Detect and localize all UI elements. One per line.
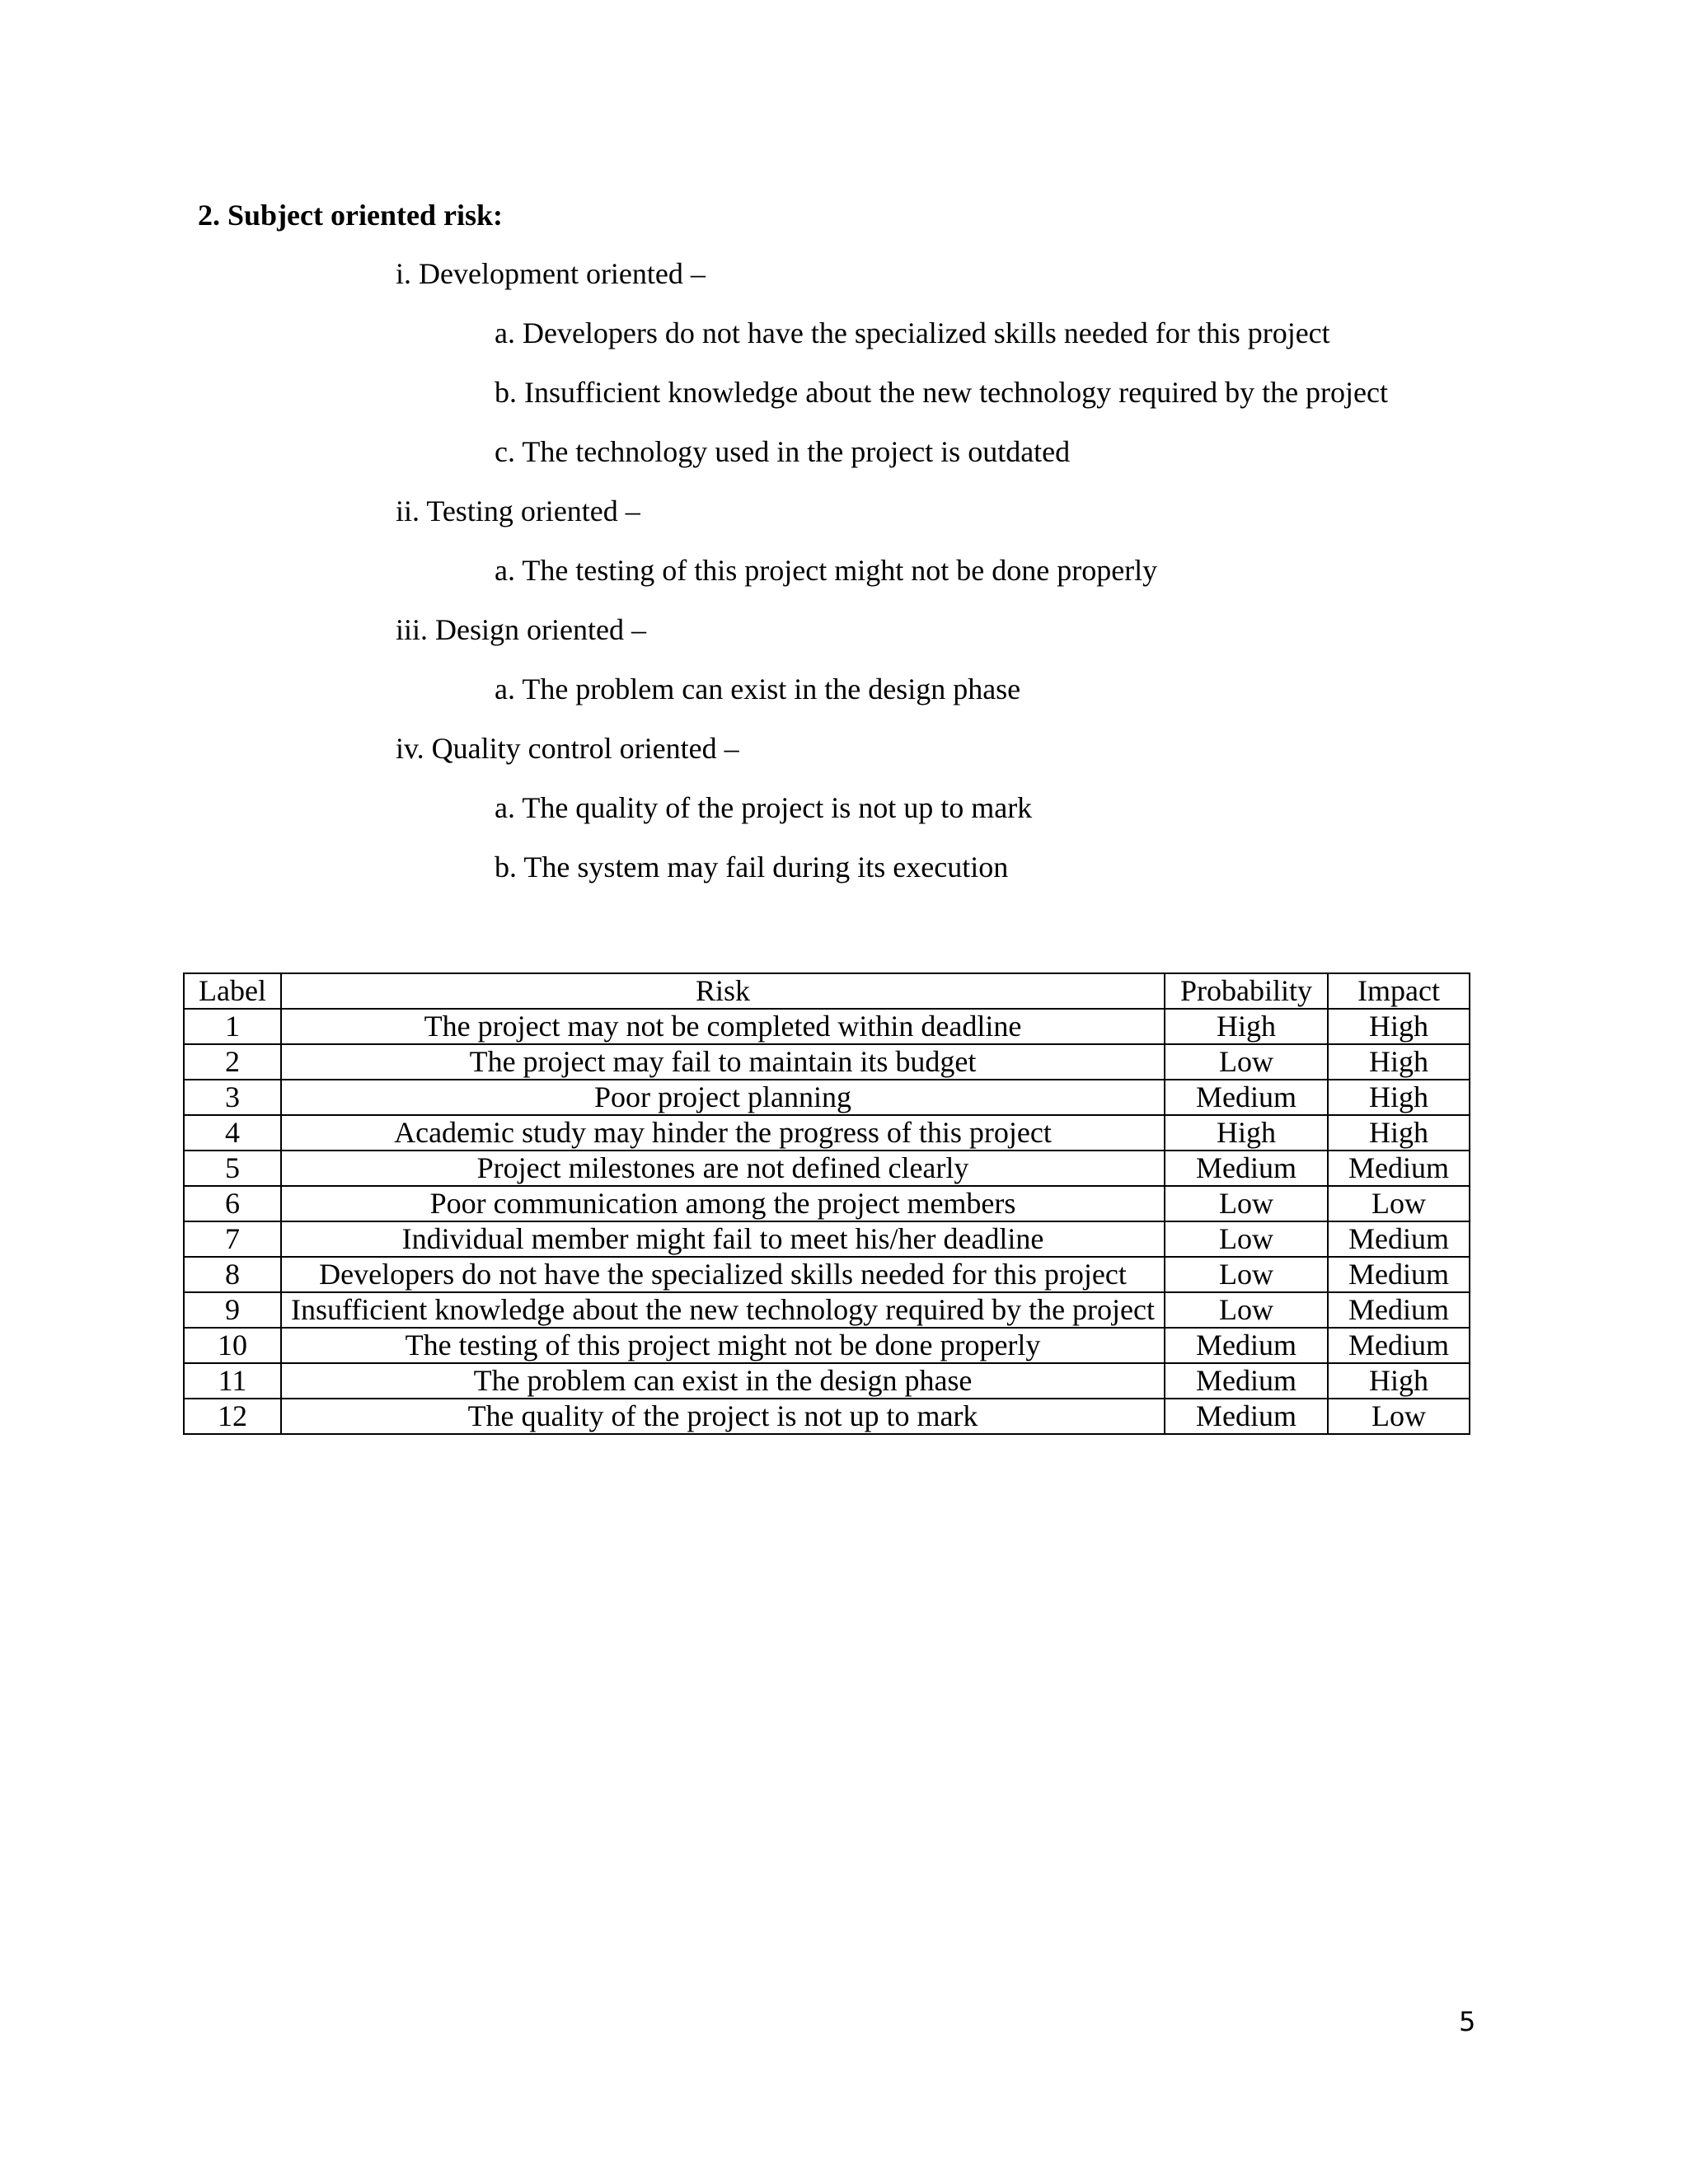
cell-risk: The quality of the project is not up to mark [281, 1399, 1165, 1434]
cell-probability: Low [1165, 1292, 1328, 1328]
table-row [184, 1221, 1470, 1257]
table-row [184, 1009, 1470, 1044]
table-row [184, 1257, 1470, 1292]
section-heading: 2. Subject oriented risk: [198, 199, 503, 232]
cell-impact: High [1328, 1363, 1470, 1399]
cell-label: 2 [184, 1044, 281, 1080]
list-item: c. The technology used in the project is outdated [495, 435, 1071, 468]
cell-probability: Low [1165, 1257, 1328, 1292]
table-header-row [184, 973, 1470, 1009]
cell-label: 7 [184, 1221, 281, 1257]
cell-impact: Medium [1328, 1292, 1470, 1328]
cell-probability: Low [1165, 1044, 1328, 1080]
cell-impact: High [1328, 1009, 1470, 1044]
cell-impact: Low [1328, 1399, 1470, 1434]
cell-probability: Medium [1165, 1328, 1328, 1363]
cell-risk: The project may fail to maintain its budget [281, 1044, 1165, 1080]
cell-impact: Low [1328, 1186, 1470, 1221]
cell-probability: Medium [1165, 1151, 1328, 1186]
cell-label: 1 [184, 1009, 281, 1044]
table-row [184, 1044, 1470, 1080]
cell-impact: High [1328, 1080, 1470, 1115]
cell-probability: Medium [1165, 1399, 1328, 1434]
cell-impact: High [1328, 1115, 1470, 1151]
cell-label: 4 [184, 1115, 281, 1151]
list-item: a. The problem can exist in the design phase [495, 673, 1021, 705]
list-item: a. The quality of the project is not up to mark [495, 791, 1033, 824]
cell-impact: Medium [1328, 1328, 1470, 1363]
table-row [184, 1186, 1470, 1221]
list-item: a. The testing of this project might not be done properly [495, 554, 1158, 587]
cell-risk: The testing of this project might not be done properly [281, 1328, 1165, 1363]
cell-risk: Poor project planning [281, 1080, 1165, 1115]
list-item: b. Insufficient knowledge about the new technology required by the project [495, 376, 1389, 409]
cell-label: 10 [184, 1328, 281, 1363]
cell-probability: Medium [1165, 1363, 1328, 1399]
risk-table [183, 972, 1470, 1435]
header-risk: Risk [281, 973, 1165, 1009]
cell-label: 11 [184, 1363, 281, 1399]
page-number: 5 [1459, 2006, 1476, 2037]
cell-label: 3 [184, 1080, 281, 1115]
cell-risk: Developers do not have the specialized skills needed for this project [281, 1257, 1165, 1292]
group-title-design: iii. Design oriented – [396, 613, 646, 646]
header-label: Label [184, 973, 281, 1009]
cell-probability: Medium [1165, 1080, 1328, 1115]
cell-risk: The problem can exist in the design phase [281, 1363, 1165, 1399]
table-row [184, 1115, 1470, 1151]
group-title-quality-control: iv. Quality control oriented – [396, 732, 739, 765]
header-probability: Probability [1165, 973, 1328, 1009]
cell-probability: Low [1165, 1221, 1328, 1257]
table-row [184, 1151, 1470, 1186]
cell-impact: Medium [1328, 1257, 1470, 1292]
cell-probability: Low [1165, 1186, 1328, 1221]
table-row [184, 1080, 1470, 1115]
cell-risk: Poor communication among the project members [281, 1186, 1165, 1221]
cell-impact: High [1328, 1044, 1470, 1080]
header-impact: Impact [1328, 973, 1470, 1009]
group-title-testing: ii. Testing oriented – [396, 494, 640, 527]
cell-label: 9 [184, 1292, 281, 1328]
cell-impact: Medium [1328, 1151, 1470, 1186]
cell-impact: Medium [1328, 1221, 1470, 1257]
cell-risk: Individual member might fail to meet his/her deadline [281, 1221, 1165, 1257]
cell-risk: Academic study may hinder the progress of this project [281, 1115, 1165, 1151]
table-row [184, 1399, 1470, 1434]
cell-label: 8 [184, 1257, 281, 1292]
cell-risk: Project milestones are not defined clearly [281, 1151, 1165, 1186]
cell-probability: High [1165, 1009, 1328, 1044]
group-title-development: i. Development oriented – [396, 257, 706, 290]
cell-label: 5 [184, 1151, 281, 1186]
cell-risk: Insufficient knowledge about the new technology required by the project [281, 1292, 1165, 1328]
cell-label: 12 [184, 1399, 281, 1434]
cell-risk: The project may not be completed within deadline [281, 1009, 1165, 1044]
cell-label: 6 [184, 1186, 281, 1221]
table-row [184, 1292, 1470, 1328]
cell-probability: High [1165, 1115, 1328, 1151]
table-row [184, 1328, 1470, 1363]
table-row [184, 1363, 1470, 1399]
list-item: a. Developers do not have the specialized skills needed for this project [495, 316, 1330, 349]
list-item: b. The system may fail during its execution [495, 851, 1009, 883]
